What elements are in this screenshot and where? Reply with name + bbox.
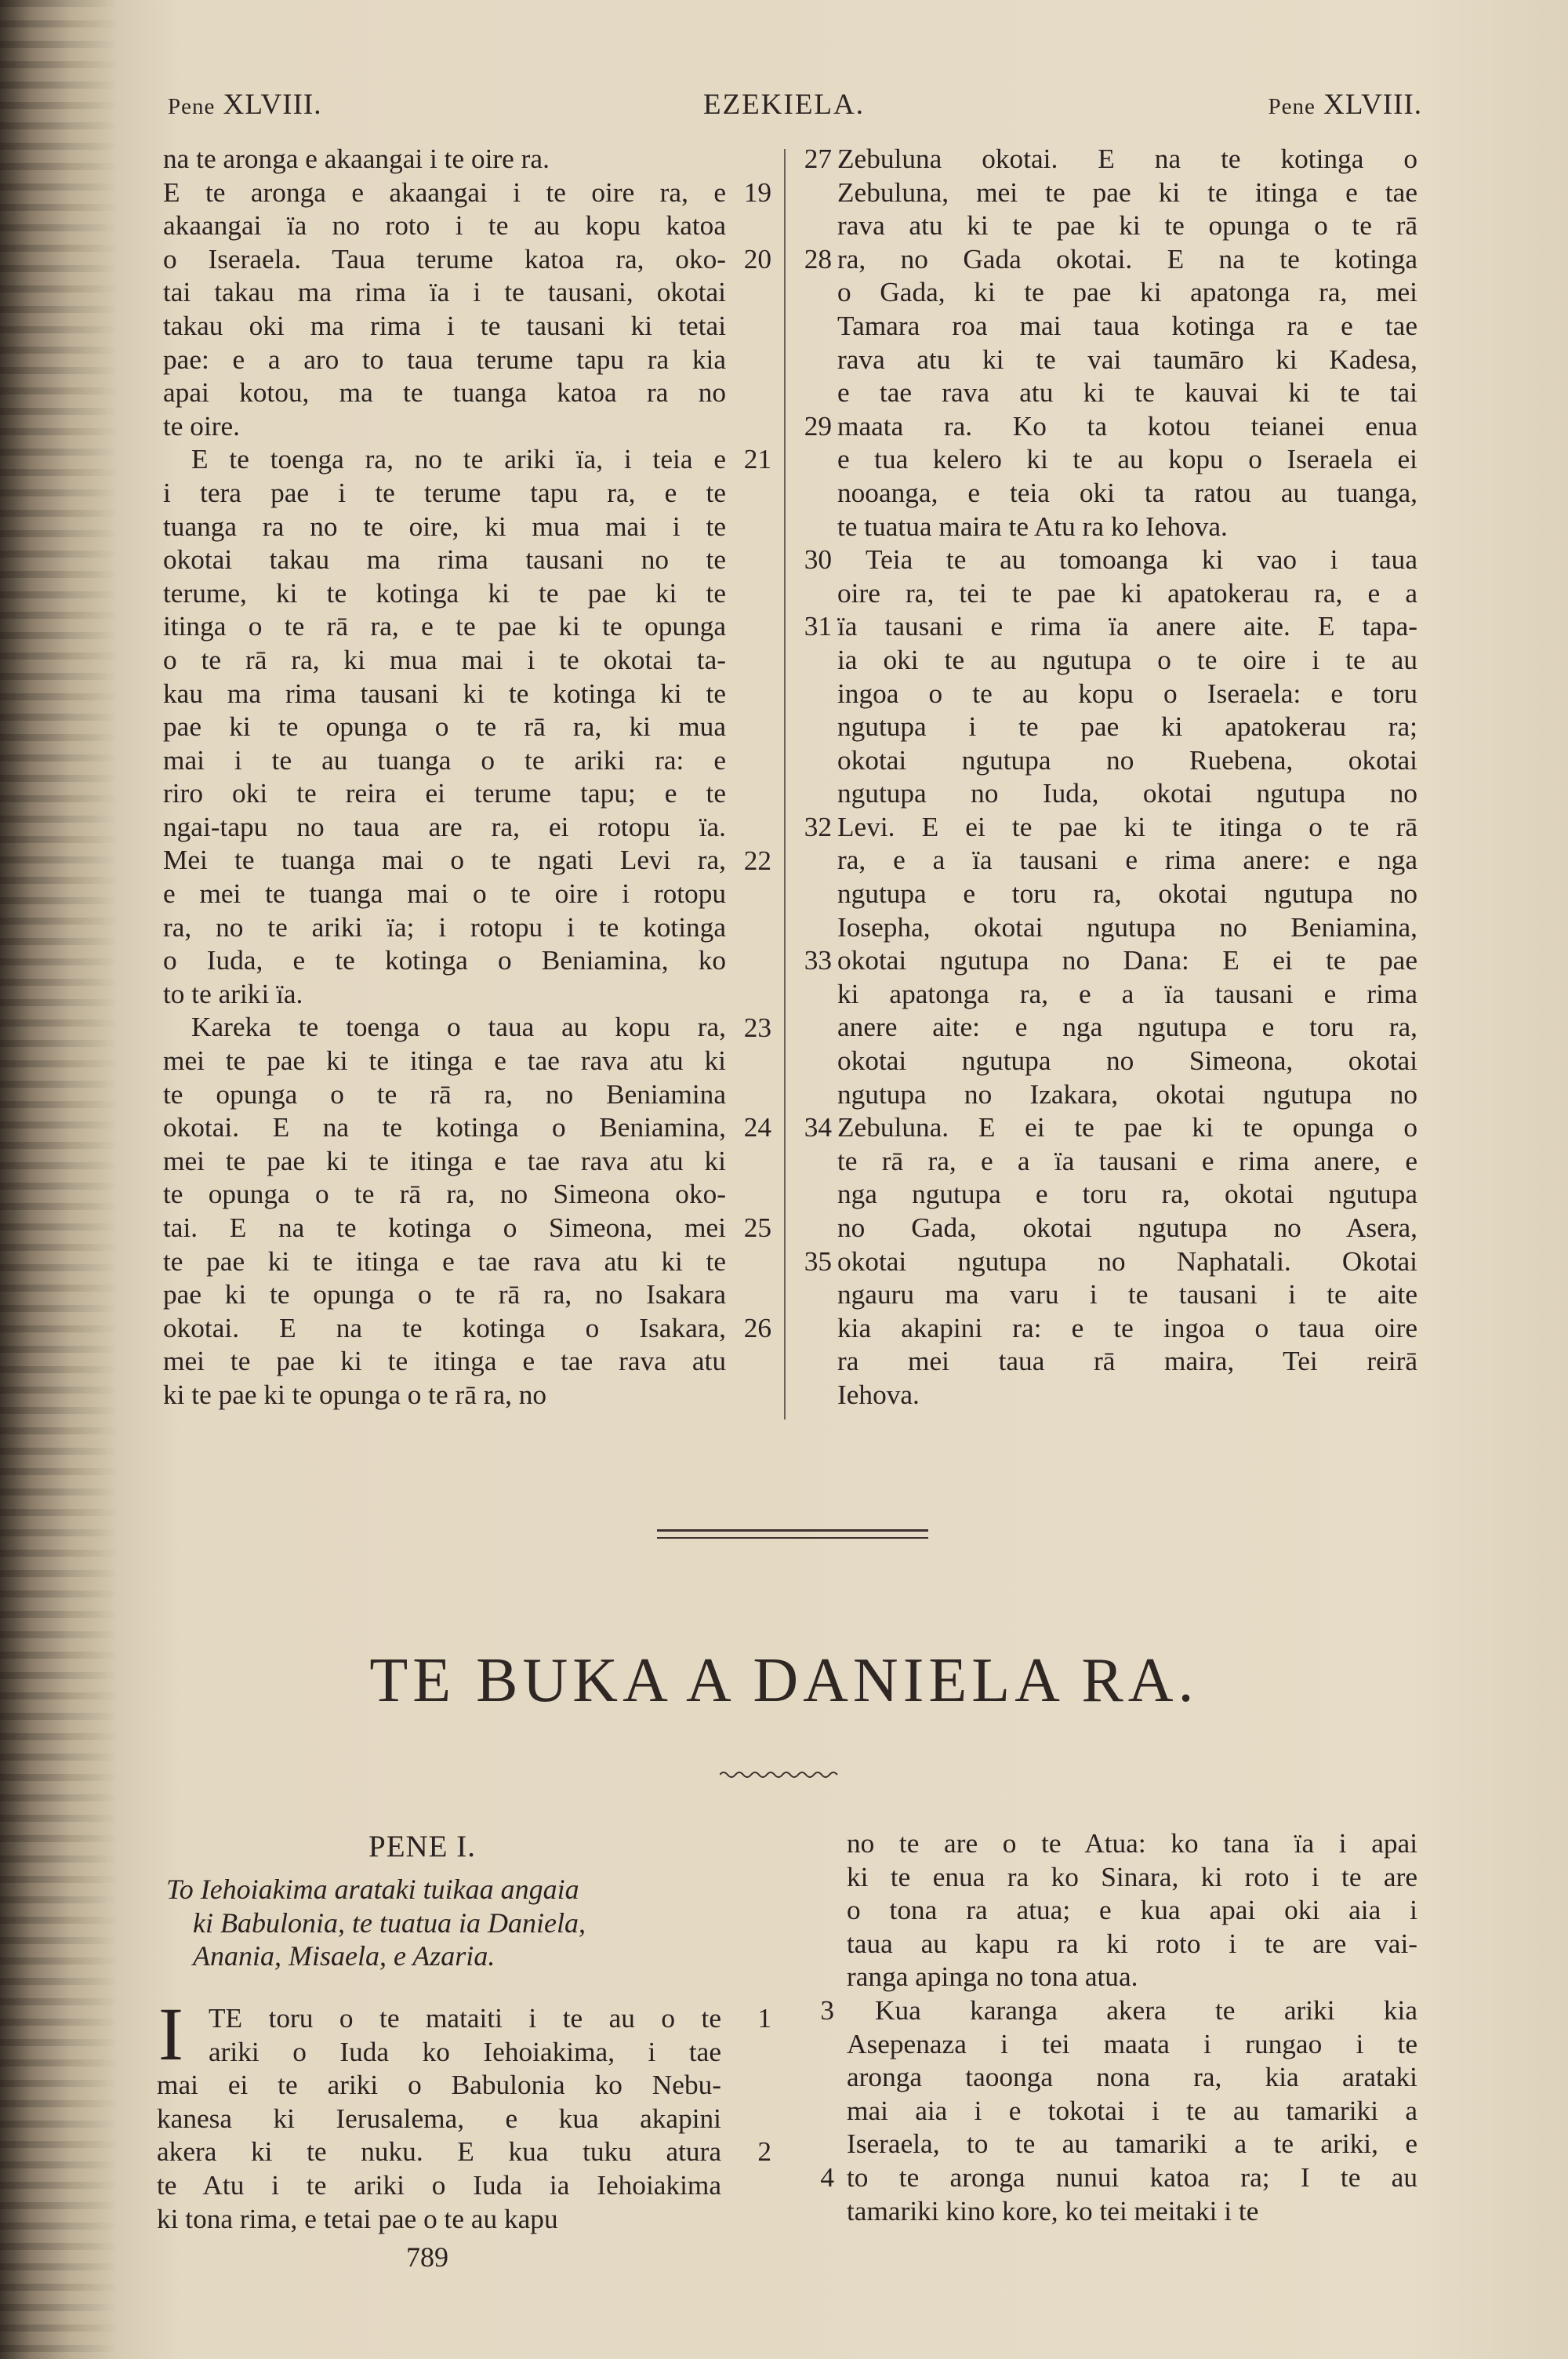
text-line: Zebuluna okotai. E na te kotinga o bbox=[837, 144, 1417, 174]
text-line: ngutupa i te pae ki apatokerau ra; bbox=[837, 711, 1417, 743]
text-line: ra mei taua rā maira, Tei reirā bbox=[837, 1346, 1417, 1377]
text-line: tai takau ma rima ïa i te tausani, okotai bbox=[163, 277, 726, 308]
text-line: Kua karanga akera te ariki kia bbox=[875, 1994, 1417, 2026]
text-line: maata ra. Ko ta kotou teianei enua bbox=[837, 410, 1417, 442]
verse-number: 34 bbox=[804, 1112, 832, 1143]
text-line: o Iuda, e te kotinga o Beniamina, ko bbox=[163, 945, 726, 976]
text-line: kanesa ki Ierusalema, e kua akapini bbox=[157, 2103, 721, 2134]
text-line: ngauru ma varu i te tausani i te aite bbox=[837, 1279, 1417, 1310]
verse-number: 20 bbox=[743, 243, 771, 274]
drop-cap: I bbox=[158, 1992, 183, 2076]
text-line: tai. E na te kotinga o Simeona, mei bbox=[163, 1212, 726, 1243]
text-line: Zebuluna. E ei te pae ki te opunga o bbox=[837, 1112, 1417, 1143]
text-line: e mei te tuanga mai o te oire i rotopu bbox=[163, 878, 726, 910]
text-line: rava atu ki te pae ki te opunga o te rā bbox=[837, 210, 1417, 242]
text-line: no te are o te Atua: ko tana ïa i apai bbox=[847, 1828, 1417, 1859]
text-line: Mei te tuanga mai o te ngati Levi ra, bbox=[163, 845, 726, 876]
text-line: ngutupa e toru ra, okotai ngutupa no bbox=[837, 878, 1417, 910]
summary-line: Anania, Misaela, e Azaria. bbox=[193, 1940, 495, 1972]
text-line: na te aronga e akaangai i te oire ra. bbox=[163, 144, 550, 174]
text-line: ariki o Iuda ko Iehoiakima, i tae bbox=[209, 2036, 721, 2067]
text-line: mai ei te ariki o Babulonia ko Nebu- bbox=[157, 2070, 721, 2101]
verse-number: 25 bbox=[743, 1212, 771, 1244]
text-line: ïa tausani e rima ïa anere aite. E tapa- bbox=[837, 611, 1417, 642]
running-header-right: Pene XLVIII. bbox=[1268, 89, 1422, 121]
text-line: e tae rava atu ki te kauvai ki te tai bbox=[837, 377, 1417, 409]
text-line: akera ki te nuku. E kua tuku atura bbox=[157, 2136, 721, 2168]
text-line: okotai ngutupa no Dana: E ei te pae bbox=[837, 945, 1417, 976]
book-title: TE BUKA A DANIELA RA. bbox=[369, 1646, 1199, 1715]
text-line: ki te enua ra ko Sinara, ki roto i te are bbox=[847, 1861, 1417, 1892]
text-line: no Gada, okotai ngutupa no Asera, bbox=[837, 1212, 1417, 1243]
column-divider bbox=[784, 149, 786, 1419]
verse-number: 19 bbox=[743, 176, 771, 208]
text-line: ra, no te ariki ïa; i rotopu i te kotinga bbox=[163, 911, 726, 943]
text-line: te rā ra, e a ïa tausani e rima anere, e bbox=[837, 1145, 1417, 1176]
text-line: i tera pae i te terume tapu ra, e te bbox=[163, 477, 726, 508]
text-line: ngai-tapu no taua are ra, ei rotopu ïa. bbox=[163, 811, 726, 842]
text-line: tuanga ra no te oire, ki mua mai i te bbox=[163, 511, 726, 542]
text-line: ngutupa no Iuda, okotai ngutupa no bbox=[837, 778, 1417, 809]
text-line: mei te pae ki te itinga e tae rava atu ki bbox=[163, 1145, 726, 1176]
text-line: to te aronga nunui katoa ra; I te au bbox=[847, 2161, 1417, 2193]
text-line: o Gada, ki te pae ki apatonga ra, mei bbox=[837, 277, 1417, 308]
text-line: mei te pae ki te itinga e tae rava atu ki bbox=[163, 1045, 726, 1077]
text-line: tamariki kino kore, ko tei meitaki i te bbox=[847, 2195, 1259, 2226]
text-line: akaangai ïa no roto i te au kopu katoa bbox=[163, 210, 726, 242]
summary-line: ki Babulonia, te tuatua ia Daniela, bbox=[193, 1906, 586, 1939]
section-rule-thin bbox=[657, 1537, 928, 1539]
text-line: to te ariki ïa. bbox=[163, 978, 303, 1009]
text-line: o tona ra atua; e kua apai oki aia i bbox=[847, 1895, 1417, 1926]
verse-number: 26 bbox=[743, 1313, 771, 1343]
text-line: takau oki ma rima i te tausani ki tetai bbox=[163, 310, 726, 341]
text-line: okotai ngutupa no Ruebena, okotai bbox=[837, 744, 1417, 776]
text-line: E te aronga e akaangai i te oire ra, e bbox=[163, 176, 726, 208]
text-line: pae ki te opunga o te rā ra, ki mua bbox=[163, 711, 726, 743]
verse-number: 1 bbox=[757, 2003, 771, 2034]
text-column-right bbox=[837, 143, 1417, 1412]
verse-number: 24 bbox=[743, 1112, 771, 1143]
text-line: okotai. E na te kotinga o Isakara, bbox=[163, 1312, 726, 1343]
text-line: ra, e a ïa tausani e rima anere: e nga bbox=[837, 845, 1417, 876]
text-line: itinga o te rā ra, e te pae ki te opunga bbox=[163, 611, 726, 642]
text-line: Iehova. bbox=[837, 1379, 920, 1410]
text-line: TE toru o te mataiti i te au o te bbox=[209, 2003, 721, 2034]
text-line: ra, no Gada okotai. E na te kotinga bbox=[837, 243, 1417, 274]
text-line: Kareka te toenga o taua au kopu ra, bbox=[191, 1012, 726, 1043]
summary-line: To Iehoiakima arataki tuikaa angaia bbox=[166, 1874, 579, 1905]
text-line: te Atu i te ariki o Iuda ia Iehoiakima bbox=[157, 2169, 721, 2201]
text-line: terume, ki te kotinga ki te pae ki te bbox=[163, 577, 726, 609]
chapter-text-left bbox=[157, 2002, 721, 2236]
text-line: aronga taoonga nona ra, kia arataki bbox=[847, 2062, 1417, 2093]
text-line: anere aite: e nga ngutupa e toru ra, bbox=[837, 1012, 1417, 1043]
text-line: o te rā ra, ki mua mai i te okotai ta- bbox=[163, 644, 726, 675]
text-line: nga ngutupa e toru ra, okotai ngutupa bbox=[837, 1179, 1417, 1210]
text-line: pae: e a aro to taua terume tapu ra kia bbox=[163, 343, 726, 375]
verse-number: 2 bbox=[757, 2136, 771, 2168]
text-line: Iseraela, to te au tamariki a te ariki, e bbox=[847, 2128, 1417, 2160]
verse-number: 21 bbox=[743, 444, 771, 475]
text-line: te pae ki te itinga e tae rava atu ki te bbox=[163, 1245, 726, 1277]
text-line: ngutupa no Izakara, okotai ngutupa no bbox=[837, 1078, 1417, 1110]
text-line: Tamara roa mai taua kotinga ra e tae bbox=[837, 310, 1417, 341]
text-line: te tuatua maira te Atu ra ko Iehova. bbox=[837, 511, 1228, 542]
text-line: te opunga o te rā ra, no Beniamina bbox=[163, 1078, 726, 1110]
ornament-squiggle bbox=[720, 1769, 840, 1780]
text-line: e tua kelero ki te au kopu o Iseraela ei bbox=[837, 444, 1417, 475]
text-line: okotai takau ma rima tausani no te bbox=[163, 544, 726, 576]
text-line: okotai ngutupa no Naphatali. Okotai bbox=[837, 1245, 1417, 1277]
verse-number: 30 bbox=[804, 544, 832, 576]
text-line: ki te pae ki te opunga o te rā ra, no bbox=[163, 1379, 547, 1410]
running-header-left: Pene XLVIII. bbox=[168, 89, 322, 121]
verse-number: 29 bbox=[804, 410, 832, 442]
verse-number: 33 bbox=[804, 945, 832, 976]
chapter-summary bbox=[166, 1873, 729, 1973]
text-line: E te toenga ra, no te ariki ïa, i teia e bbox=[191, 444, 726, 475]
verse-number: 31 bbox=[804, 611, 832, 642]
text-line: okotai. E na te kotinga o Beniamina, bbox=[163, 1112, 726, 1143]
text-line: ingoa o te au kopu o Iseraela: e toru bbox=[837, 678, 1417, 709]
page-number: 789 bbox=[406, 2241, 448, 2273]
facing-page-gutter bbox=[0, 0, 118, 2359]
verse-number: 4 bbox=[820, 2162, 834, 2193]
running-header-book: EZEKIELA. bbox=[702, 89, 866, 121]
text-line: mai aia i e tokotai i te au tamariki a bbox=[847, 2095, 1417, 2126]
text-line: Iosepha, okotai ngutupa no Beniamina, bbox=[837, 911, 1417, 943]
text-line: kia akapini ra: e te ingoa o taua oire bbox=[837, 1312, 1417, 1343]
text-line: Teia te au tomoanga ki vao i taua bbox=[866, 544, 1417, 576]
verse-number: 28 bbox=[804, 243, 832, 274]
text-line: rava atu ki te vai taumāro ki Kadesa, bbox=[837, 343, 1417, 375]
text-line: riro oki te reira ei terume tapu; e te bbox=[163, 778, 726, 809]
verse-number: 35 bbox=[804, 1245, 832, 1277]
text-column-left bbox=[163, 143, 726, 1412]
text-line: ki apatonga ra, e a ïa tausani e rima bbox=[837, 978, 1417, 1009]
text-line: apai kotou, ma te tuanga katoa ra no bbox=[163, 377, 726, 409]
text-line: oire ra, tei te pae ki apatokerau ra, e a bbox=[837, 577, 1417, 609]
text-line: te oire. bbox=[163, 410, 240, 442]
chapter-text-right bbox=[847, 1827, 1417, 2228]
text-line: taua au kapu ra ki roto i te are vai- bbox=[847, 1928, 1417, 1959]
text-line: kau ma rima tausani ki te kotinga ki te bbox=[163, 678, 726, 709]
text-line: Zebuluna, mei te pae ki te itinga e tae bbox=[837, 176, 1417, 208]
text-line: ia oki te au ngutupa o te oire i te au bbox=[837, 644, 1417, 675]
text-line: te opunga o te rā ra, no Simeona oko- bbox=[163, 1179, 726, 1210]
text-line: ranga apinga no tona atua. bbox=[847, 1961, 1138, 1993]
text-line: mai i te au tuanga o te ariki ra: e bbox=[163, 744, 726, 776]
text-line: o Iseraela. Taua terume katoa ra, oko- bbox=[163, 243, 726, 274]
text-line: ki tona rima, e tetai pae o te au kapu bbox=[157, 2203, 558, 2234]
verse-number: 23 bbox=[743, 1012, 771, 1043]
text-line: Levi. E ei te pae ki te itinga o te rā bbox=[837, 811, 1417, 842]
chapter-heading: PENE I. bbox=[368, 1830, 476, 1863]
verse-number: 22 bbox=[743, 845, 771, 876]
text-line: okotai ngutupa no Simeona, okotai bbox=[837, 1045, 1417, 1077]
text-line: pae ki te opunga o te rā ra, no Isakara bbox=[163, 1279, 726, 1310]
verse-number: 3 bbox=[820, 1995, 834, 2026]
verse-number: 27 bbox=[804, 144, 832, 174]
text-line: nooanga, e teia oki ta ratou au tuanga, bbox=[837, 477, 1417, 508]
text-line: mei te pae ki te itinga e tae rava atu bbox=[163, 1346, 726, 1377]
verse-number: 32 bbox=[804, 812, 832, 842]
text-line: Asepenaza i tei maata i rungao i te bbox=[847, 2028, 1417, 2059]
section-rule-thick bbox=[657, 1529, 928, 1532]
